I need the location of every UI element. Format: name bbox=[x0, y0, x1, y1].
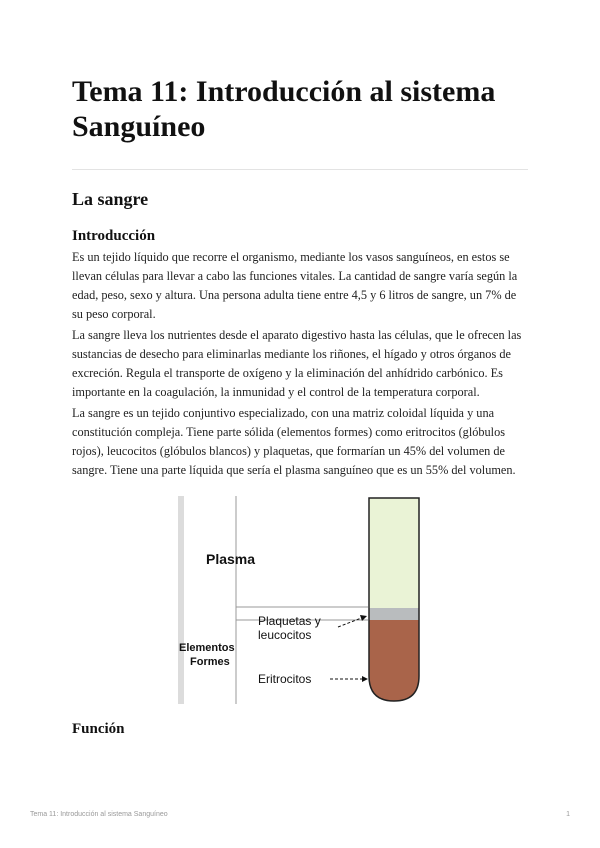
label-elementos: Elementos bbox=[179, 642, 235, 654]
paragraph-2: La sangre lleva los nutrientes desde el aparato digestivo hasta las células, que le ofrecen las sustancias de desecho para eliminarlas mediante los riñones, el hígado y otros órganos de excreción. Regula el transporte de oxígeno y la eliminación del anhídrido carbónico. Es importante en la coagulación, la inmunidad y el control de la temperatura corporal. bbox=[72, 328, 522, 399]
buffy-coat-layer bbox=[369, 608, 419, 620]
plasma-layer bbox=[369, 498, 419, 608]
blood-composition-figure bbox=[178, 496, 434, 704]
page-footer bbox=[30, 811, 570, 823]
blood-tube-diagram bbox=[178, 496, 434, 704]
section-heading: La sangre bbox=[72, 189, 149, 209]
subsection-heading-funcion: Función bbox=[72, 721, 125, 737]
paragraph-1: Es un tejido líquido que recorre el organismo, mediante los vasos sanguíneos, en estos se llevan células para llevar a cabo las funciones vitales. La cantidad de sangre varía según la edad, peso, sexo y altura. Una persona adulta tiene entre 4,5 y 6 litros de sangre, un 7% de su peso corporal. bbox=[72, 250, 518, 321]
page-number: 1 bbox=[566, 811, 570, 818]
label-leucocitos: leucocitos bbox=[258, 628, 312, 642]
footer-title: Tema 11: Introducción al sistema Sanguíneo bbox=[30, 811, 168, 818]
figure-left-strip bbox=[178, 496, 184, 704]
subsection-heading-intro: Introducción bbox=[72, 228, 156, 244]
label-formes-text: Formes bbox=[190, 656, 230, 668]
page-title: Tema 11: Introducción al sistema Sanguíneo bbox=[72, 75, 496, 143]
label-eritrocitos: Eritrocitos bbox=[258, 672, 312, 686]
arrow-plaquetas bbox=[338, 617, 364, 627]
arrow-eritrocitos-head bbox=[362, 676, 368, 682]
erythrocytes-layer bbox=[369, 620, 419, 701]
title-divider bbox=[72, 169, 528, 170]
label-plasma: Plasma bbox=[206, 551, 256, 567]
paragraph-3: La sangre es un tejido conjuntivo especializado, con una matriz coloidal líquida y una constitución compleja. Tiene parte sólida (elementos formes) como eritrocitos (glóbulos rojos), leucocitos (glóbulos blancos) y plaquetas, que formarían un 45% del volumen de sangre. Tiene una parte líquida que sería el plasma sanguíneo que es un 55% del volumen. bbox=[72, 406, 516, 477]
label-plaquetas: Plaquetas y bbox=[258, 614, 321, 628]
